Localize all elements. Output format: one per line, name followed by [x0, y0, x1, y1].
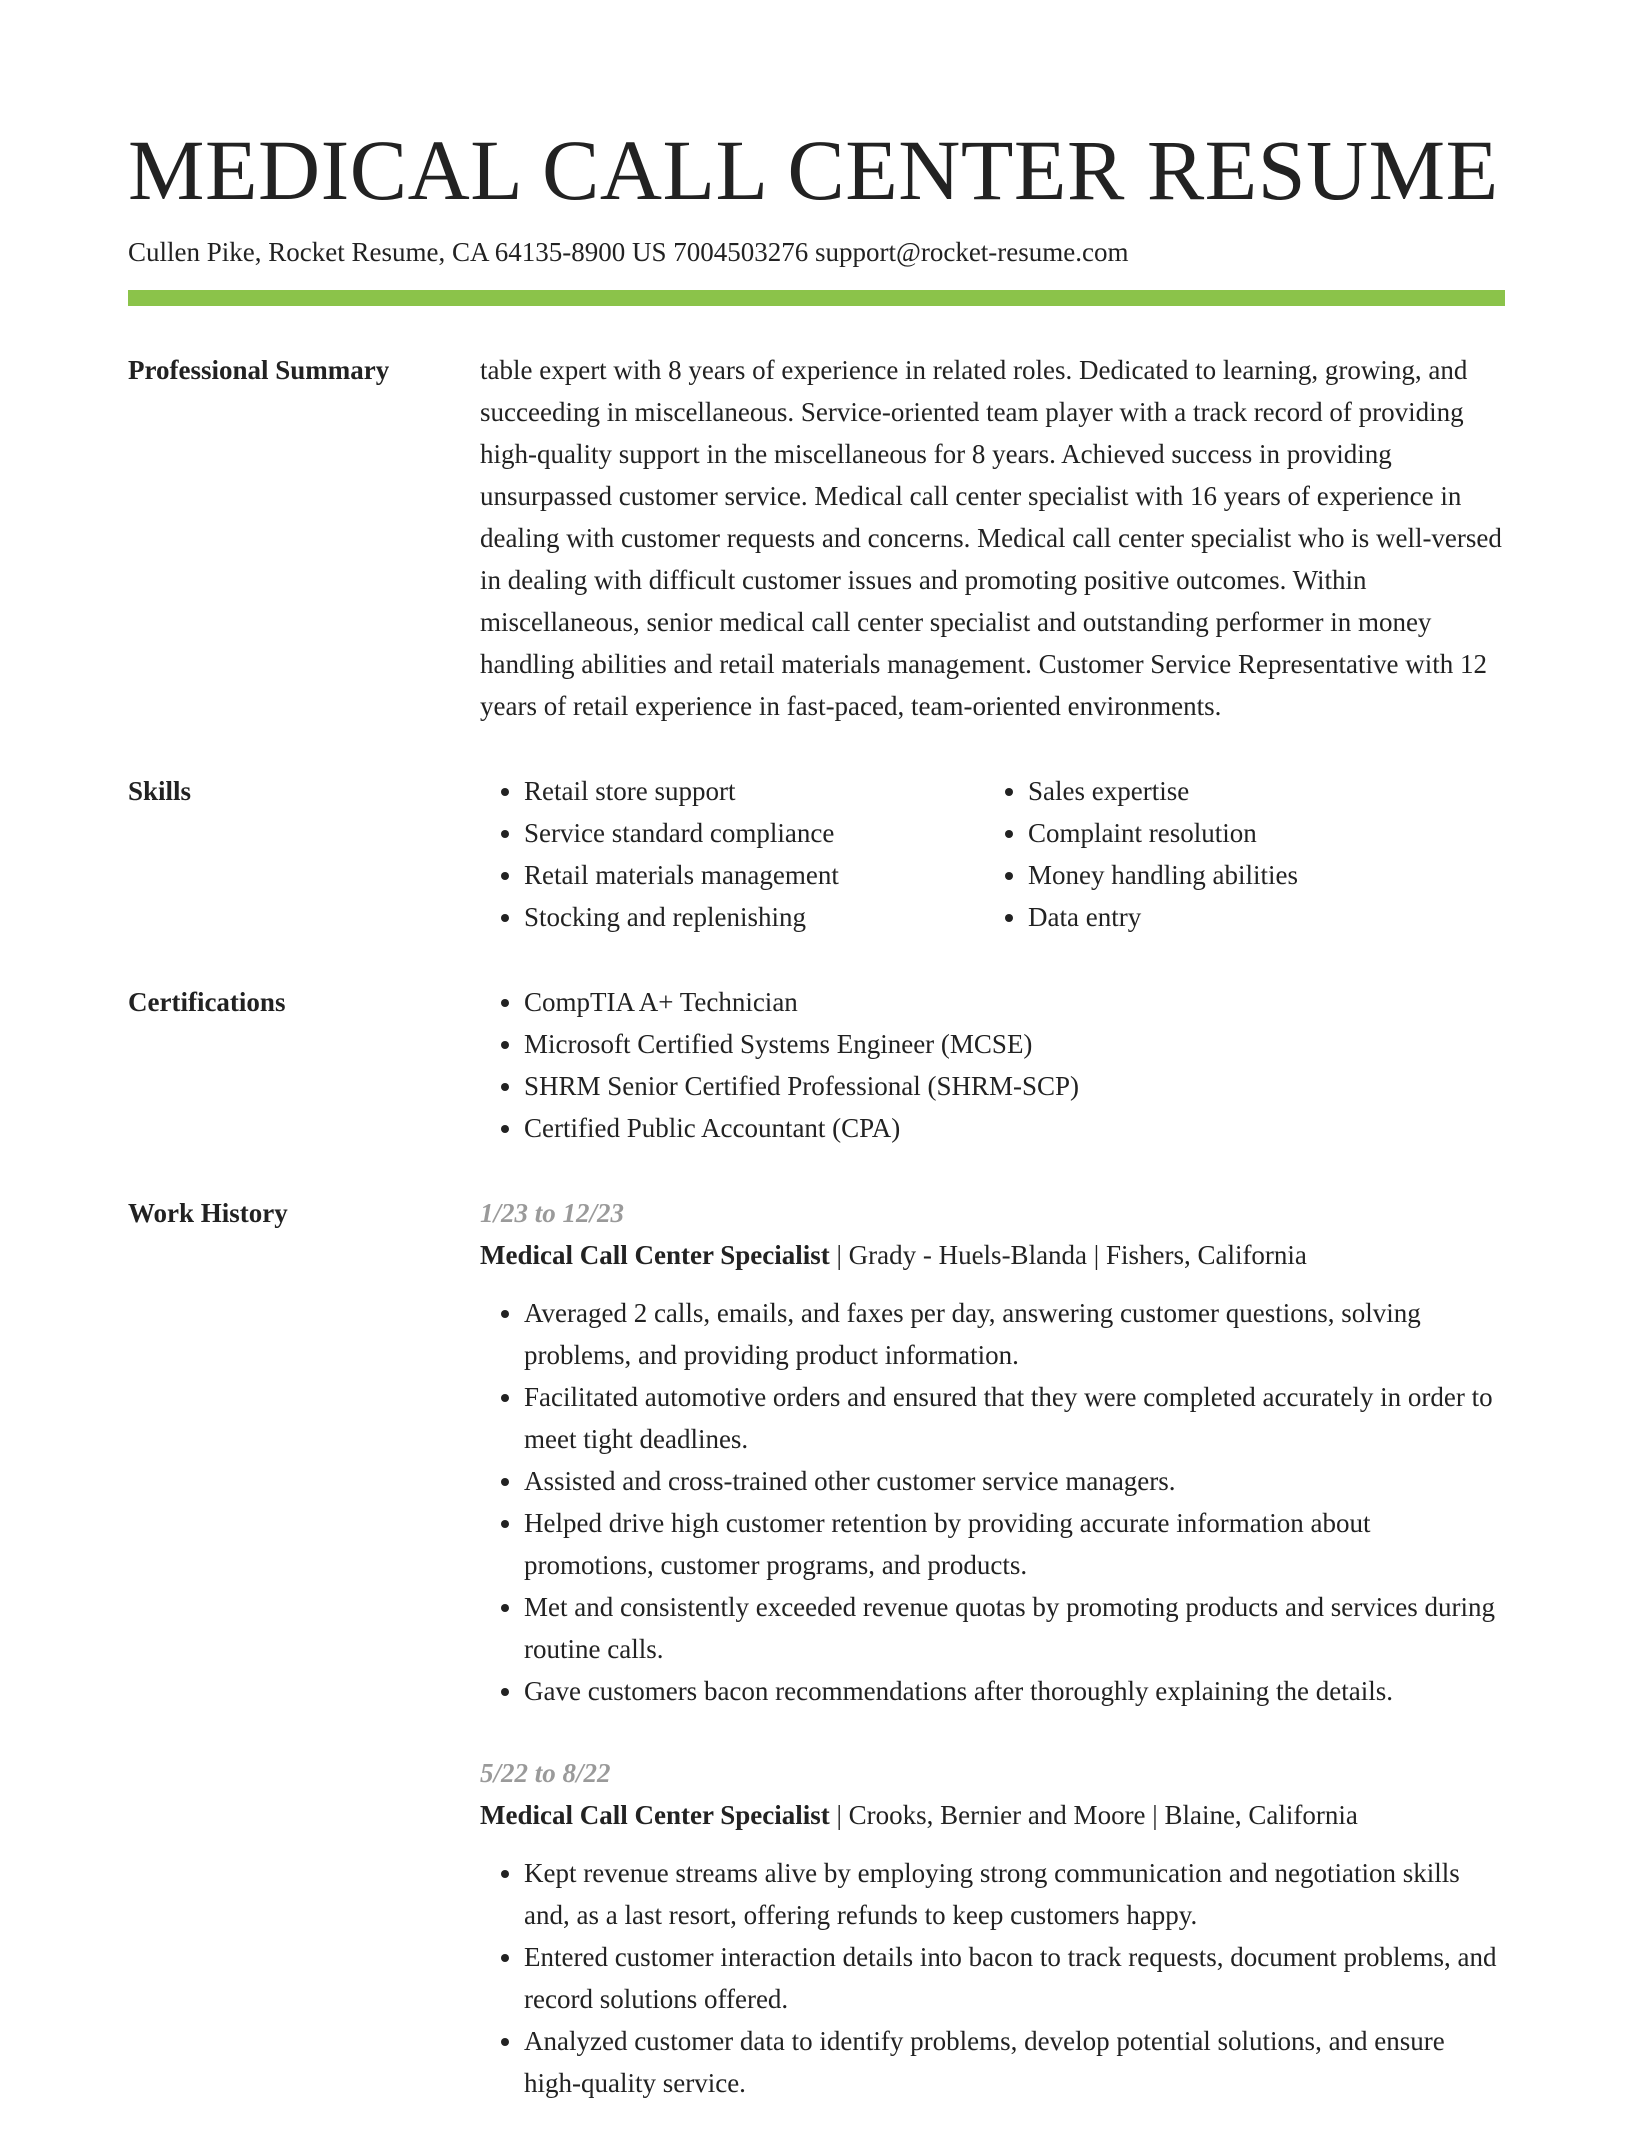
job-bullet: • Averaged 2 calls, emails, and faxes per day, answering customer questions, solving problems, and providing product information. — [524, 1292, 1505, 1376]
job-title: Medical Call Center Specialist — [480, 1800, 830, 1830]
job-bullet: • Helped drive high customer retention by providing accurate information about promotions, customer programs, and products. — [524, 1502, 1505, 1586]
skill-item: • Sales expertise — [1028, 770, 1488, 812]
skills-section — [128, 777, 1505, 938]
work-history-label: Work History — [128, 1198, 288, 1228]
job-bullet: • Entered customer interaction details into bacon to track requests, document problems, and record solutions offered. — [524, 1936, 1505, 2020]
skills-content — [480, 770, 1505, 938]
job-bullets — [480, 1292, 1505, 1712]
skill-item: • Data entry — [1028, 896, 1488, 938]
certification-item: • Certified Public Accountant (CPA) — [524, 1107, 1505, 1149]
summary-section — [128, 356, 1505, 727]
job-bullet: • Met and consistently exceeded revenue quotas by promoting products and services during routine calls. — [524, 1586, 1505, 1670]
skills-grid — [480, 770, 1505, 938]
certifications-label: Certifications — [128, 987, 286, 1017]
job-dates: 5/22 to 8/22 — [480, 1758, 611, 1788]
job-employer: | Crooks, Bernier and Moore | Blaine, California — [829, 1800, 1358, 1830]
skill-item: • Retail materials management — [524, 854, 984, 896]
job-entry — [480, 1752, 1505, 2104]
skill-item: • Complaint resolution — [1028, 812, 1488, 854]
job-dates: 1/23 to 12/23 — [480, 1198, 625, 1228]
summary-content — [480, 349, 1505, 727]
certification-item: • SHRM Senior Certified Professional (SHRM-SCP) — [524, 1065, 1505, 1107]
job-bullet: • Facilitated automotive orders and ensured that they were completed accurately in order to meet tight deadlines. — [524, 1376, 1505, 1460]
certifications-section — [128, 988, 1505, 1149]
job-title: Medical Call Center Specialist — [480, 1240, 830, 1270]
job-heading — [480, 1794, 1505, 1836]
skills-list-left — [480, 770, 984, 938]
work-history-content — [480, 1192, 1505, 2144]
resume-title: MEDICAL CALL CENTER RESUME — [128, 122, 1499, 218]
skill-item: • Retail store support — [524, 770, 984, 812]
skills-label: Skills — [128, 776, 192, 806]
summary-label: Professional Summary — [128, 355, 390, 385]
summary-text: table expert with 8 years of experience in related roles. Dedicated to learning, growing, and succeeding in miscellaneous. Service-oriented team player with a track record of providing high-quality support in the miscellaneous for 8 years. Achieved success in providing unsurpassed customer service. Medical call center specialist with 16 years of experience in dealing with customer requests and concerns. Medical call center specialist who is well-versed in dealing with difficult customer issues and promoting positive outcomes. Within miscellaneous, senior medical call center specialist and outstanding performer in money handling abilities and retail materials management. Customer Service Representative with 12 years of retail experience in fast-paced, team-oriented environments. — [480, 355, 1502, 721]
accent-divider — [128, 290, 1505, 306]
certifications-content — [480, 981, 1505, 1149]
certification-item: • CompTIA A+ Technician — [524, 981, 1505, 1023]
job-bullet: • Analyzed customer data to identify problems, develop potential solutions, and ensure high-quality service. — [524, 2020, 1505, 2104]
job-bullets — [480, 1852, 1505, 2104]
skill-item: • Stocking and replenishing — [524, 896, 984, 938]
job-bullet: • Kept revenue streams alive by employing strong communication and negotiation skills and, as a last resort, offering refunds to keep customers happy. — [524, 1852, 1505, 1936]
work-history-section — [128, 1199, 1505, 2144]
certification-item: • Microsoft Certified Systems Engineer (MCSE) — [524, 1023, 1505, 1065]
job-entry — [480, 1192, 1505, 1712]
certifications-list — [480, 981, 1505, 1149]
job-bullet: • Gave customers bacon recommendations after thoroughly explaining the details. — [524, 1670, 1505, 1712]
skills-list-right — [984, 770, 1488, 938]
contact-line: Cullen Pike, Rocket Resume, CA 64135-8900 US 7004503276 support@rocket-resume.com — [128, 237, 1129, 267]
skill-item: • Service standard compliance — [524, 812, 984, 854]
skill-item: • Money handling abilities — [1028, 854, 1488, 896]
job-bullet: • Assisted and cross-trained other customer service managers. — [524, 1460, 1505, 1502]
job-employer: | Grady - Huels-Blanda | Fishers, California — [829, 1240, 1307, 1270]
job-heading — [480, 1234, 1505, 1276]
